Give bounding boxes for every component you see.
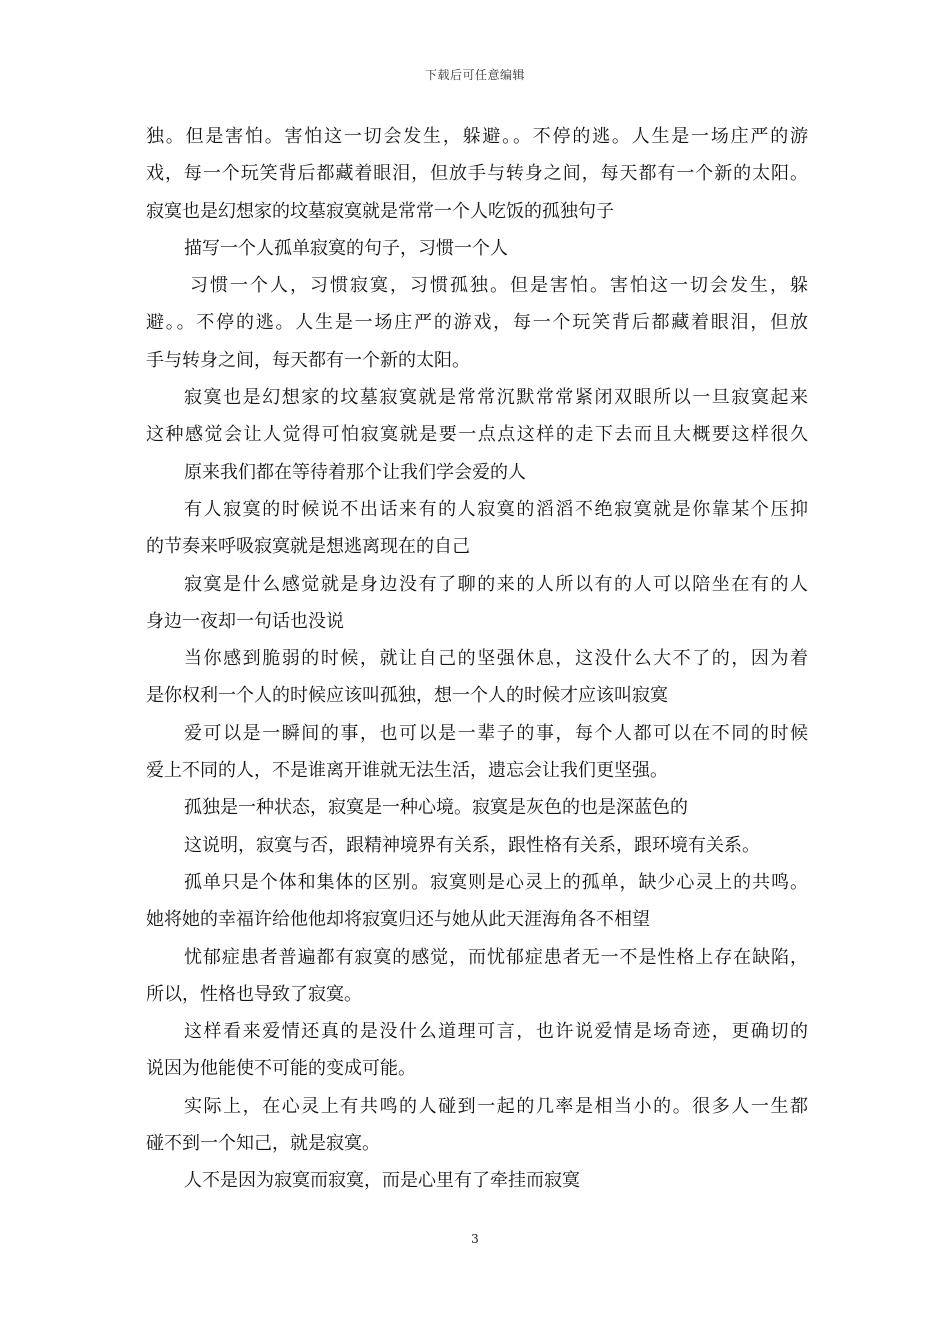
- text-line: 是你权利一个人的时候应该叫孤独，想一个人的时候才应该叫寂寞: [146, 685, 668, 707]
- text-line: 爱可以是一瞬间的事，也可以是一辈子的事，每个人都可以在不同的时候: [184, 722, 808, 744]
- text-line: 原来我们都在等待着那个让我们学会爱的人: [184, 461, 526, 483]
- text-line: 避。。不停的逃。人生是一场庄严的游戏，每一个玩笑背后都藏着眼泪，但放: [146, 312, 808, 334]
- text-line: 她将她的幸福许给他他却将寂寞归还与她从此天涯海角各不相望: [146, 909, 650, 931]
- text-line: 的节奏来呼吸寂寞就是想逃离现在的自己: [146, 536, 470, 558]
- text-line: 身边一夜却一句话也没说: [146, 610, 344, 632]
- text-line: 孤独是一种状态，寂寞是一种心境。寂寞是灰色的也是深蓝色的: [184, 797, 688, 819]
- text-line: 独。但是害怕。害怕这一切会发生，躲避。。不停的逃。人生是一场庄严的游: [146, 126, 808, 147]
- text-line: 手与转身之间，每天都有一个新的太阳。: [146, 349, 470, 371]
- text-line: 这样看来爱情还真的是没什么道理可言，也许说爱情是场奇迹，更确切的: [184, 1021, 808, 1043]
- text-line: 习惯一个人，习惯寂寞，习惯孤独。但是害怕。害怕这一切会发生，躲: [190, 275, 808, 297]
- text-line: 碰不到一个知己，就是寂寞。: [146, 1133, 380, 1155]
- text-line: 人不是因为寂寞而寂寞，而是心里有了牵挂而寂寞: [184, 1170, 580, 1192]
- text-line: 寂寞也是幻想家的坟墓寂寞就是常常一个人吃饭的孤独句子: [146, 200, 614, 222]
- text-line: 实际上，在心灵上有共鸣的人碰到一起的几率是相当小的。很多人一生都: [184, 1095, 808, 1117]
- text-line: 说因为他能使不可能的变成可能。: [146, 1058, 416, 1080]
- text-line: 孤单只是个体和集体的区别。寂寞则是心灵上的孤单，缺少心灵上的共鸣。: [184, 871, 808, 893]
- text-line: 所以，性格也导致了寂寞。: [146, 983, 362, 1005]
- document-body: [146, 118, 808, 1200]
- text-line: 戏，每一个玩笑背后都藏着眼泪，但放手与转身之间，每天都有一个新的太阳。: [146, 163, 808, 185]
- text-line: 当你感到脆弱的时候，就让自己的坚强休息，这没什么大不了的，因为着: [184, 648, 808, 670]
- text-line: 爱上不同的人，不是谁离开谁就无法生活，遗忘会让我们更坚强。: [146, 760, 668, 782]
- text-line: 描写一个人孤单寂寞的句子，习惯一个人: [184, 237, 508, 259]
- page-number: 3: [471, 1232, 479, 1246]
- text-line: 寂寞也是幻想家的坟墓寂寞就是常常沉默常常紧闭双眼所以一旦寂寞起来: [184, 387, 808, 409]
- text-line: 这种感觉会让人觉得可怕寂寞就是要一点点这样的走下去而且大概要这样很久: [146, 424, 808, 446]
- text-line: 有人寂寞的时候说不出话来有的人寂寞的滔滔不绝寂寞就是你靠某个压抑: [184, 498, 808, 520]
- text-line: 这说明，寂寞与否，跟精神境界有关系，跟性格有关系，跟环境有关系。: [184, 834, 760, 856]
- page-header: 下载后可任意编辑: [424, 68, 525, 82]
- text-line: 忧郁症患者普遍都有寂寞的感觉，而忧郁症患者无一不是性格上存在缺陷，: [184, 946, 808, 968]
- text-line: 寂寞是什么感觉就是身边没有了聊的来的人所以有的人可以陪坐在有的人: [184, 573, 808, 595]
